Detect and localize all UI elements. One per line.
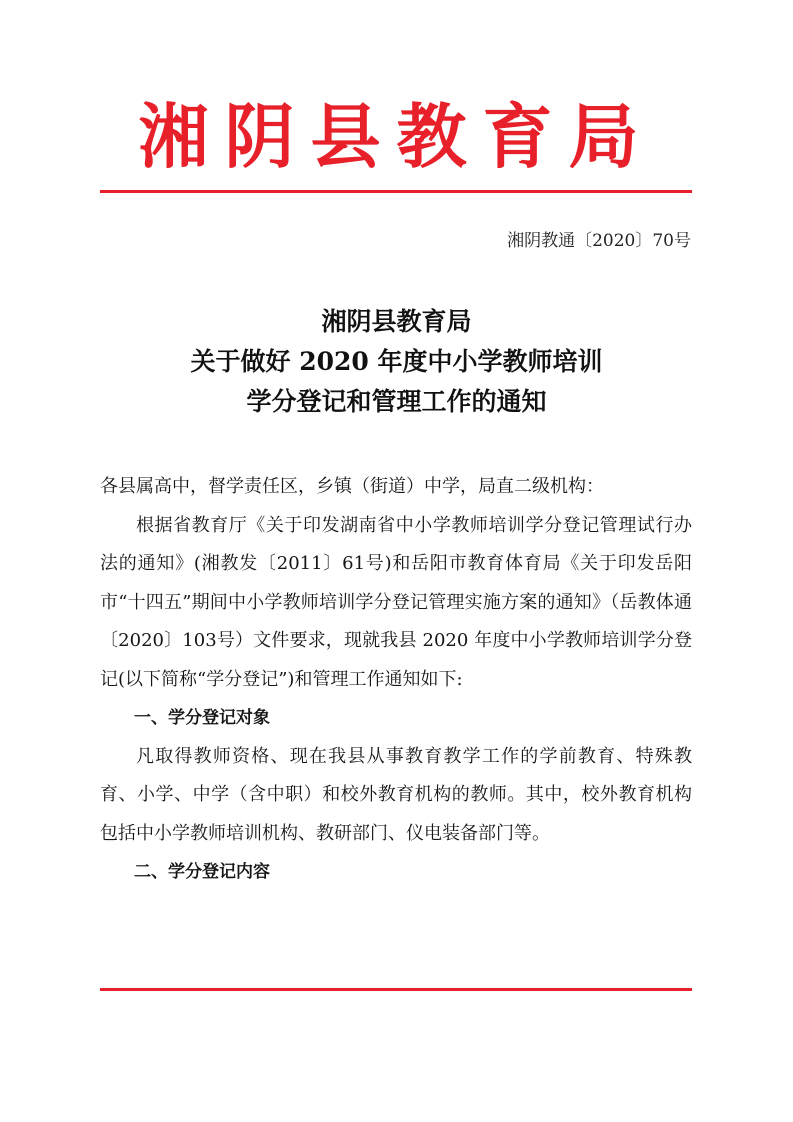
section-heading-2: 二、学分登记内容 — [134, 862, 270, 882]
masthead-red-rule — [100, 190, 692, 193]
section-heading-1: 一、学分登记对象 — [134, 708, 270, 728]
document-number: 湘阴教通〔2020〕70号 — [507, 231, 691, 251]
document-title — [0, 302, 793, 422]
footer-red-rule — [100, 988, 692, 991]
title-line-1: 湘阴县教育局 — [321, 307, 472, 336]
intro-paragraph: 根据省教育厅《关于印发湖南省中小学教师培训学分登记管理试行办法的通知》(湘教发〔2011〕61号)和岳阳市教育体育局《关于印发岳阳市“十四五”期间中小学教师培训学分登记管理实施方案的通知》（岳教体通〔2020〕103号）文件要求，现就我县 2020 年度中小学教师培训学分登记(以下简称“学分登记”)和管理工作通知如下: — [100, 514, 692, 690]
title-line-3: 学分登记和管理工作的通知 — [246, 387, 547, 416]
section-1-paragraph: 凡取得教师资格、现在我县从事教育教学工作的学前教育、特殊教育、小学、中学（含中职）和校外教育机构的教师。其中，校外教育机构包括中小学教师培训机构、教研部门、仪电装备部门等。 — [100, 745, 692, 844]
addressee: 各县属高中，督学责任区，乡镇（街道）中学，局直二级机构： — [100, 476, 604, 497]
document-body — [100, 468, 692, 892]
title-line-2: 关于做好 2020 年度中小学教师培训 — [190, 347, 603, 376]
agency-masthead: 湘阴县教育局 — [138, 95, 655, 178]
